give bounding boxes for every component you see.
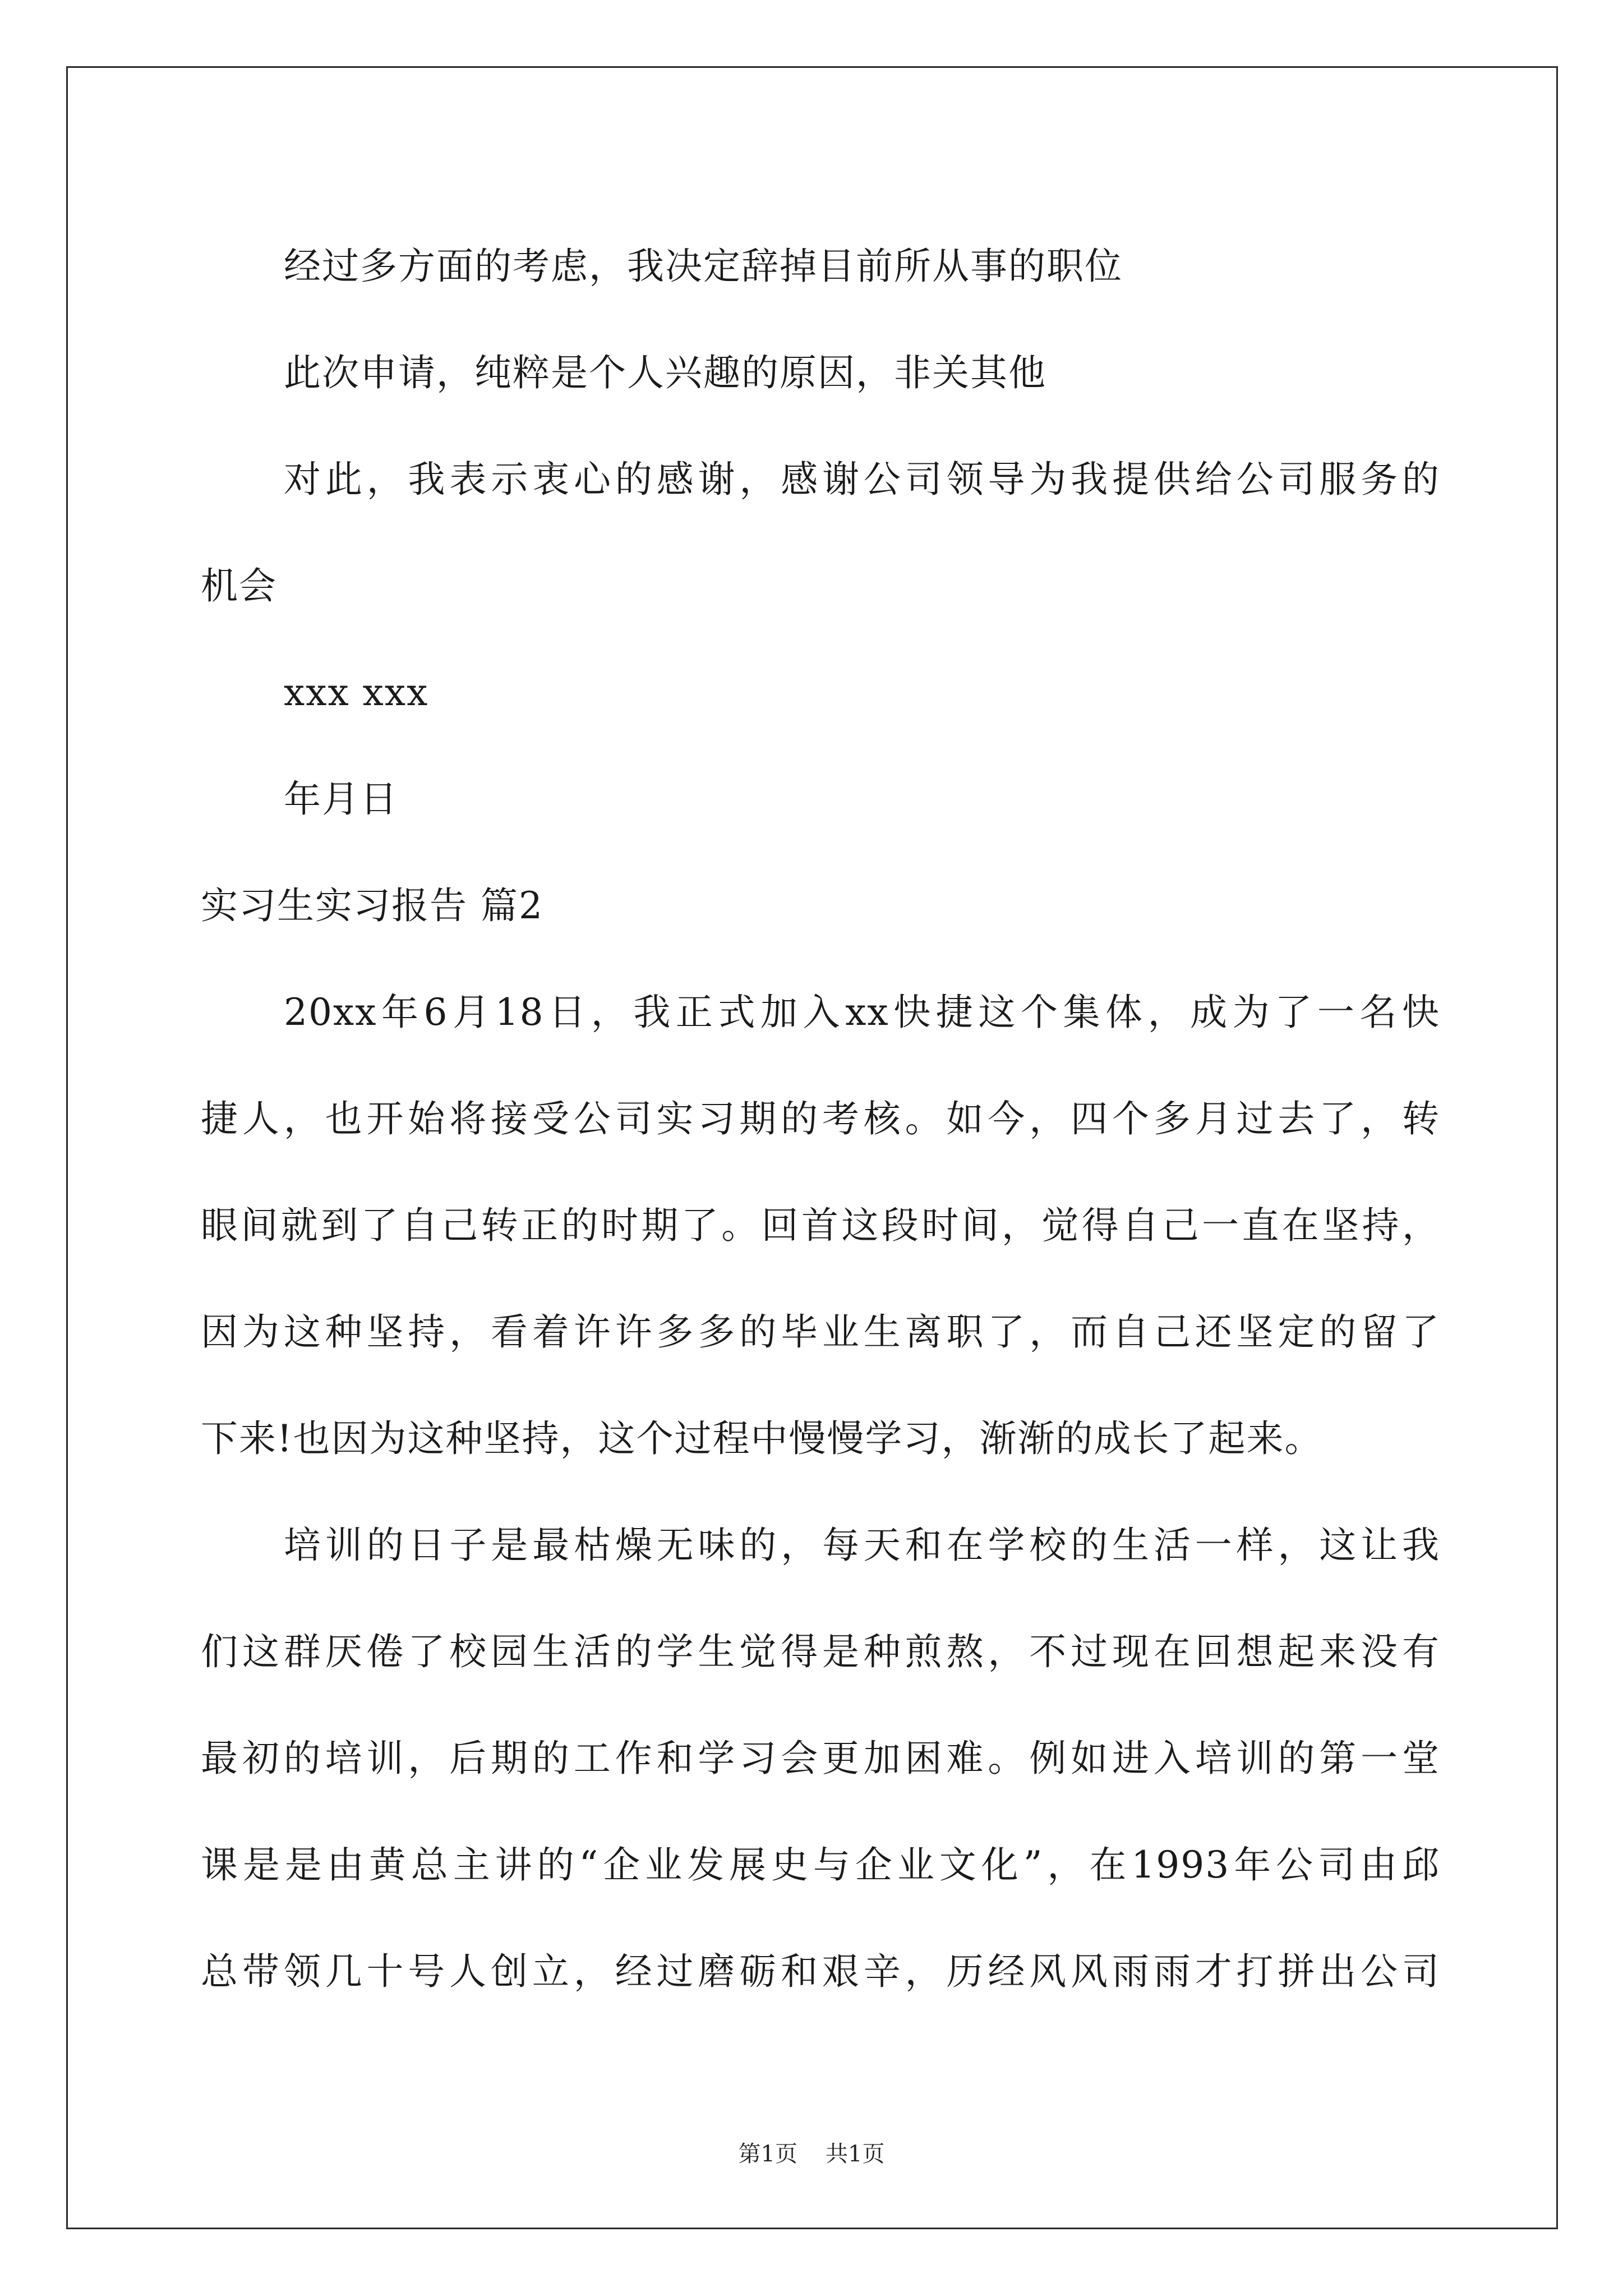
paragraph-line: 经过多方面的考虑，我决定辞掉目前所从事的职位 — [284, 245, 1123, 288]
paragraph-line: 培训的日子是最枯燥无味的，每天和在学校的生活一样，这让我 — [284, 1524, 1440, 1567]
paragraph-line: 总带领几十号人创立，经过磨砺和艰辛，历经风风雨雨才打拼出公司 — [201, 1950, 1440, 1993]
paragraph-line: 对此，我表示衷心的感谢，感谢公司领导为我提供给公司服务的 — [284, 458, 1440, 501]
paragraph-line: 20xx年6月18日，我正式加入xx快捷这个集体，成为了一名快 — [284, 991, 1440, 1034]
page-number: 第1页 — [738, 2141, 797, 2167]
signature-date: 年月日 — [284, 777, 398, 821]
paragraph-line: 眼间就到了自己转正的时期了。回首这段时间，觉得自己一直在坚持， — [201, 1204, 1440, 1247]
section-heading: 实习生实习报告 篇2 — [201, 884, 543, 927]
paragraph-line: 捷人，也开始将接受公司实习期的考核。如今，四个多月过去了，转 — [201, 1097, 1440, 1140]
page-total: 共1页 — [826, 2141, 885, 2167]
paragraph-line: 课是是由黄总主讲的“企业发展史与企业文化”，在1993年公司由邱 — [201, 1843, 1440, 1887]
paragraph-line: 下来!也因为这种坚持，这个过程中慢慢学习，渐渐的成长了起来。 — [201, 1417, 1323, 1460]
paragraph-line: 最初的培训，后期的工作和学习会更加困难。例如进入培训的第一堂 — [201, 1737, 1440, 1780]
paragraph-line: 因为这种坚持，看着许许多多的毕业生离职了，而自己还坚定的留了 — [201, 1310, 1440, 1354]
document-body — [201, 213, 1440, 2025]
page-footer — [0, 2136, 1623, 2168]
paragraph-line: 此次申请，纯粹是个人兴趣的原因，非关其他 — [284, 351, 1046, 394]
paragraph-line: 机会 — [201, 564, 277, 608]
paragraph-line: 们这群厌倦了校园生活的学生觉得是种煎熬，不过现在回想起来没有 — [201, 1630, 1440, 1673]
signature-name: xxx xxx — [284, 671, 429, 714]
